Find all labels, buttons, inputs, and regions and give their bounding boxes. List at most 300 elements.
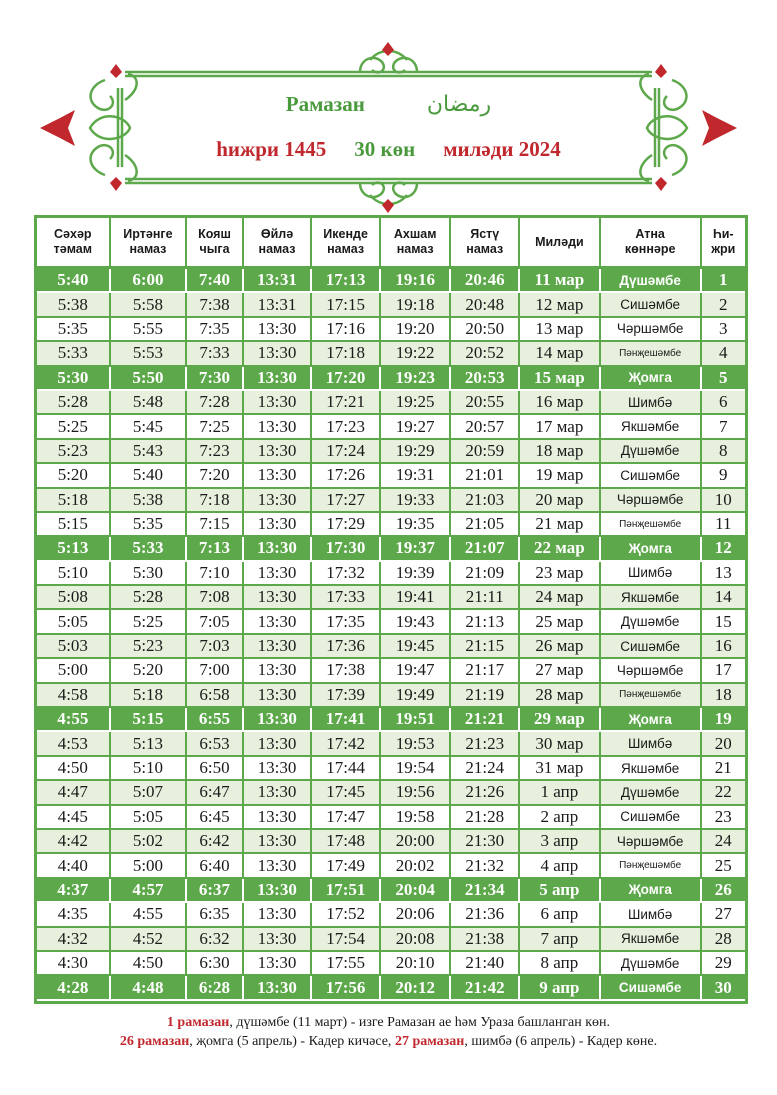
table-cell: 20 <box>701 731 745 755</box>
table-cell: 17:23 <box>311 414 380 438</box>
table-cell: 4:50 <box>37 756 110 780</box>
note-line-2 <box>0 1032 777 1051</box>
table-cell: 21:09 <box>450 561 519 585</box>
table-cell: 20 мар <box>519 488 600 512</box>
table-cell: 19:43 <box>380 609 451 633</box>
table-cell: 18 <box>701 683 745 707</box>
table-cell: 17:45 <box>311 780 380 804</box>
footer-notes <box>0 1013 777 1051</box>
table-cell: 20:00 <box>380 829 451 853</box>
table-cell: 19:53 <box>380 731 451 755</box>
table-cell: 19 мар <box>519 463 600 487</box>
table-cell: 7:08 <box>186 585 242 609</box>
table-cell: 4:28 <box>37 975 110 999</box>
table-cell: 8 <box>701 439 745 463</box>
note-text: , дүшәмбе (11 март) - изге Рамазан ае һәм Ураза башланган көн. <box>229 1015 611 1030</box>
table-cell: 19:58 <box>380 805 451 829</box>
table-cell: 19:37 <box>380 536 451 560</box>
table-cell: 19:51 <box>380 707 451 731</box>
table-cell: 13:30 <box>243 756 312 780</box>
table-cell: 19:27 <box>380 414 451 438</box>
table-cell: Пәнҗешәмбе <box>600 341 701 365</box>
table-cell: 20:08 <box>380 927 451 951</box>
table-cell: 5:00 <box>37 658 110 682</box>
table-row <box>37 902 745 926</box>
table-cell: 7:13 <box>186 536 242 560</box>
table-cell: 21:28 <box>450 805 519 829</box>
table-cell: 17:15 <box>311 292 380 316</box>
table-cell: Чәршәмбе <box>600 317 701 341</box>
table-cell: 6:53 <box>186 731 242 755</box>
column-header <box>311 218 380 268</box>
table-cell: 5:15 <box>110 707 187 731</box>
table-cell: 13:30 <box>243 975 312 999</box>
table-cell: 13:30 <box>243 780 312 804</box>
table-cell: 17 <box>701 658 745 682</box>
table-cell: 21 мар <box>519 512 600 536</box>
table-cell: Чәршәмбе <box>600 488 701 512</box>
table-cell: 17:41 <box>311 707 380 731</box>
table-cell: 25 <box>701 853 745 877</box>
column-header <box>450 218 519 268</box>
table-cell: Пәнҗешәмбе <box>600 512 701 536</box>
table-cell: Җомга <box>600 366 701 390</box>
table-cell: 7:35 <box>186 317 242 341</box>
table-row <box>37 439 745 463</box>
table-cell: 21:24 <box>450 756 519 780</box>
table-cell: 21:40 <box>450 951 519 975</box>
table-cell: 13:30 <box>243 805 312 829</box>
table-cell: 13:30 <box>243 341 312 365</box>
table-header-row <box>37 218 745 268</box>
table-cell: Чәршәмбе <box>600 658 701 682</box>
table-cell: 17:20 <box>311 366 380 390</box>
table-row <box>37 536 745 560</box>
table-cell: 13 мар <box>519 317 600 341</box>
table-cell: 24 мар <box>519 585 600 609</box>
column-header <box>243 218 312 268</box>
table-cell: 22 <box>701 780 745 804</box>
table-cell: 17:35 <box>311 609 380 633</box>
table-cell: 2 <box>701 292 745 316</box>
table-cell: 4:52 <box>110 927 187 951</box>
table-cell: Шимбә <box>600 390 701 414</box>
table-cell: 5:08 <box>37 585 110 609</box>
column-header-line: жри <box>711 242 736 256</box>
table-cell: Чәршәмбе <box>600 829 701 853</box>
table-cell: 20:06 <box>380 902 451 926</box>
table-row <box>37 853 745 877</box>
table-cell: Сишәмбе <box>600 292 701 316</box>
table-cell: 5:25 <box>37 414 110 438</box>
table-cell: 31 мар <box>519 756 600 780</box>
table-cell: 19:35 <box>380 512 451 536</box>
table-cell: 4:32 <box>37 927 110 951</box>
ornamental-frame <box>30 40 747 215</box>
table-cell: 17:18 <box>311 341 380 365</box>
table-cell: 11 мар <box>519 268 600 293</box>
table-row <box>37 780 745 804</box>
table-cell: Пәнҗешәмбе <box>600 683 701 707</box>
table-row <box>37 414 745 438</box>
table-cell: 5:53 <box>110 341 187 365</box>
table-cell: 19:31 <box>380 463 451 487</box>
table-cell: 20:48 <box>450 292 519 316</box>
table-cell: 5:38 <box>37 292 110 316</box>
table-cell: 9 <box>701 463 745 487</box>
table-cell: 19:23 <box>380 366 451 390</box>
column-header-line: көннәре <box>624 242 676 256</box>
table-cell: 12 мар <box>519 292 600 316</box>
column-header-line: Өйлә <box>260 227 294 241</box>
table-cell: 5:30 <box>37 366 110 390</box>
table-cell: Сишәмбе <box>600 634 701 658</box>
table-row <box>37 585 745 609</box>
table-cell: 20:50 <box>450 317 519 341</box>
column-header-line: Ахшам <box>393 227 437 241</box>
table-cell: 23 <box>701 805 745 829</box>
table-cell: 3 апр <box>519 829 600 853</box>
table-cell: Якшәмбе <box>600 756 701 780</box>
table-cell: 5:20 <box>37 463 110 487</box>
table-cell: 28 мар <box>519 683 600 707</box>
table-cell: 4:55 <box>37 707 110 731</box>
header-title-line <box>0 92 777 117</box>
table-cell: 16 <box>701 634 745 658</box>
table-cell: 12 <box>701 536 745 560</box>
table-cell: 21:11 <box>450 585 519 609</box>
table-cell: 3 <box>701 317 745 341</box>
table-cell: 5:55 <box>110 317 187 341</box>
table-cell: 17:24 <box>311 439 380 463</box>
table-cell: Дүшәмбе <box>600 268 701 293</box>
table-cell: 21:26 <box>450 780 519 804</box>
table-cell: 5:10 <box>110 756 187 780</box>
table-cell: 19:25 <box>380 390 451 414</box>
note-text: , җомга (5 апрель) - Кадер кичәсе, <box>189 1034 395 1049</box>
header-date-line <box>0 137 777 162</box>
table-cell: 7 апр <box>519 927 600 951</box>
table-cell: 20:04 <box>380 878 451 902</box>
column-header-line: Атна <box>635 227 665 241</box>
table-cell: 11 <box>701 512 745 536</box>
table-cell: 17:21 <box>311 390 380 414</box>
table-cell: 13:30 <box>243 439 312 463</box>
table-cell: 5:40 <box>37 268 110 293</box>
table-cell: 18 мар <box>519 439 600 463</box>
table-cell: 20:46 <box>450 268 519 293</box>
table-cell: 17:44 <box>311 756 380 780</box>
table-cell: Җомга <box>600 536 701 560</box>
table-cell: 13:30 <box>243 585 312 609</box>
column-header <box>110 218 187 268</box>
table-cell: 5:23 <box>110 634 187 658</box>
header-day-count: 30 көн <box>354 137 416 161</box>
table-cell: 19:33 <box>380 488 451 512</box>
note-highlight: 26 рамазан <box>119 1034 190 1049</box>
table-cell: 13:30 <box>243 536 312 560</box>
header-gregorian-year: миләди 2024 <box>443 137 561 161</box>
column-header-line: Сәхәр <box>54 227 92 241</box>
table-cell: 7:00 <box>186 658 242 682</box>
table-cell: 15 <box>701 609 745 633</box>
header-hijri-year: һижри 1445 <box>216 137 327 161</box>
table-cell: Җомга <box>600 878 701 902</box>
table-cell: 26 мар <box>519 634 600 658</box>
frame-bottom-line <box>125 179 652 183</box>
table-cell: 5:07 <box>110 780 187 804</box>
note-highlight: 27 рамазан <box>394 1034 465 1049</box>
table-cell: 5:45 <box>110 414 187 438</box>
table-cell: 4:45 <box>37 805 110 829</box>
table-cell: 28 <box>701 927 745 951</box>
table-cell: Сишәмбе <box>600 463 701 487</box>
table-cell: 20:55 <box>450 390 519 414</box>
table-cell: 5:05 <box>110 805 187 829</box>
table-cell: 5:13 <box>110 731 187 755</box>
table-cell: 17:55 <box>311 951 380 975</box>
table-row <box>37 390 745 414</box>
table-cell: 13:30 <box>243 488 312 512</box>
note-line-1 <box>0 1013 777 1032</box>
table-cell: 13:30 <box>243 731 312 755</box>
table-cell: 4:37 <box>37 878 110 902</box>
table-cell: 21:34 <box>450 878 519 902</box>
table-cell: 4:47 <box>37 780 110 804</box>
table-cell: 7:33 <box>186 341 242 365</box>
table-cell: 17:32 <box>311 561 380 585</box>
table-cell: 17:49 <box>311 853 380 877</box>
table-cell: Дүшәмбе <box>600 439 701 463</box>
table-cell: 1 апр <box>519 780 600 804</box>
frame-top-line <box>125 72 652 76</box>
table-cell: 20:53 <box>450 366 519 390</box>
table-cell: 7:10 <box>186 561 242 585</box>
column-header <box>380 218 451 268</box>
table-cell: 21:13 <box>450 609 519 633</box>
column-header <box>186 218 242 268</box>
table-row <box>37 975 745 999</box>
table-row <box>37 951 745 975</box>
header-title: Рамазан <box>285 92 365 116</box>
table-cell: 5:35 <box>37 317 110 341</box>
table-cell: 13:30 <box>243 634 312 658</box>
table-cell: 21:38 <box>450 927 519 951</box>
table-cell: 4:50 <box>110 951 187 975</box>
table-cell: 5:15 <box>37 512 110 536</box>
table-cell: 19:20 <box>380 317 451 341</box>
table-cell: 5:13 <box>37 536 110 560</box>
table-cell: 2 апр <box>519 805 600 829</box>
table-cell: 21:32 <box>450 853 519 877</box>
table-cell: 5:23 <box>37 439 110 463</box>
table-cell: 13:30 <box>243 902 312 926</box>
table-cell: 21:05 <box>450 512 519 536</box>
table-row <box>37 341 745 365</box>
table-cell: 13:30 <box>243 853 312 877</box>
table-row <box>37 609 745 633</box>
table-cell: Дүшәмбе <box>600 780 701 804</box>
table-row <box>37 463 745 487</box>
table-cell: 13:30 <box>243 658 312 682</box>
table-cell: 4:58 <box>37 683 110 707</box>
table-cell: 7:15 <box>186 512 242 536</box>
table-cell: Дүшәмбе <box>600 951 701 975</box>
column-header-line: намаз <box>258 242 296 256</box>
table-cell: 6:58 <box>186 683 242 707</box>
table-cell: 5:20 <box>110 658 187 682</box>
table-cell: 17:30 <box>311 536 380 560</box>
table-cell: 5:48 <box>110 390 187 414</box>
table-row <box>37 512 745 536</box>
table-cell: 7:40 <box>186 268 242 293</box>
table-cell: 21:23 <box>450 731 519 755</box>
table-cell: 19:22 <box>380 341 451 365</box>
table-cell: 5:58 <box>110 292 187 316</box>
table-cell: 7:18 <box>186 488 242 512</box>
table-cell: 6:47 <box>186 780 242 804</box>
header-title-arabic: رمضان <box>426 92 492 117</box>
table-cell: 13:30 <box>243 317 312 341</box>
table-row <box>37 829 745 853</box>
table-cell: 19:16 <box>380 268 451 293</box>
table-row <box>37 927 745 951</box>
table-cell: 17:39 <box>311 683 380 707</box>
table-cell: 6:32 <box>186 927 242 951</box>
table-cell: 17:29 <box>311 512 380 536</box>
table-cell: 17:52 <box>311 902 380 926</box>
column-header-line: намаз <box>396 242 434 256</box>
table-cell: 13:30 <box>243 366 312 390</box>
table-cell: 6:37 <box>186 878 242 902</box>
table-cell: 19:29 <box>380 439 451 463</box>
column-header-line: Иртәнге <box>123 227 173 241</box>
table-cell: 25 мар <box>519 609 600 633</box>
table-cell: 5:28 <box>37 390 110 414</box>
table-cell: 19:41 <box>380 585 451 609</box>
table-cell: 13:30 <box>243 878 312 902</box>
table-cell: 4:57 <box>110 878 187 902</box>
table-cell: 13:30 <box>243 463 312 487</box>
column-header <box>600 218 701 268</box>
table-cell: 8 апр <box>519 951 600 975</box>
table-cell: 5:38 <box>110 488 187 512</box>
table-row <box>37 317 745 341</box>
table-cell: 20:12 <box>380 975 451 999</box>
table-cell: 20:02 <box>380 853 451 877</box>
table-cell: 14 мар <box>519 341 600 365</box>
table-cell: 21:42 <box>450 975 519 999</box>
table-cell: 5:40 <box>110 463 187 487</box>
table-row <box>37 658 745 682</box>
table-cell: 13:31 <box>243 292 312 316</box>
table-cell: 21 <box>701 756 745 780</box>
table-cell: 4 <box>701 341 745 365</box>
table-cell: 19:18 <box>380 292 451 316</box>
table-cell: 13:30 <box>243 829 312 853</box>
table-cell: 20:57 <box>450 414 519 438</box>
table-cell: 7:05 <box>186 609 242 633</box>
table-cell: Сишәмбе <box>600 805 701 829</box>
table-cell: 26 <box>701 878 745 902</box>
table-cell: 6:50 <box>186 756 242 780</box>
table-cell: 17:27 <box>311 488 380 512</box>
table-cell: 5:43 <box>110 439 187 463</box>
table-cell: 19 <box>701 707 745 731</box>
table-cell: 7:25 <box>186 414 242 438</box>
table-cell: 6 апр <box>519 902 600 926</box>
table-cell: 5:18 <box>110 683 187 707</box>
table-cell: 29 <box>701 951 745 975</box>
table-row <box>37 366 745 390</box>
table-cell: 6:40 <box>186 853 242 877</box>
table-cell: 6:35 <box>186 902 242 926</box>
table-cell: 19:54 <box>380 756 451 780</box>
table-cell: 13:30 <box>243 414 312 438</box>
table-cell: 5:03 <box>37 634 110 658</box>
column-header-line: намаз <box>466 242 504 256</box>
table-cell: 5:02 <box>110 829 187 853</box>
table-cell: 4:40 <box>37 853 110 877</box>
table-cell: 21:30 <box>450 829 519 853</box>
table-cell: 17:16 <box>311 317 380 341</box>
table-cell: 15 мар <box>519 366 600 390</box>
table-row <box>37 561 745 585</box>
table-cell: 30 мар <box>519 731 600 755</box>
table-cell: 7:20 <box>186 463 242 487</box>
table-cell: 6:42 <box>186 829 242 853</box>
column-header-line: Миләди <box>535 234 584 249</box>
table-cell: 20:10 <box>380 951 451 975</box>
column-header-line: намаз <box>327 242 365 256</box>
table-cell: Дүшәмбе <box>600 609 701 633</box>
table-cell: 19:39 <box>380 561 451 585</box>
table-cell: 17:48 <box>311 829 380 853</box>
table-row <box>37 634 745 658</box>
table-cell: 19:45 <box>380 634 451 658</box>
table-cell: 17:56 <box>311 975 380 999</box>
table-cell: 5 апр <box>519 878 600 902</box>
table-cell: 21:17 <box>450 658 519 682</box>
table-row <box>37 683 745 707</box>
table-row <box>37 292 745 316</box>
table-row <box>37 805 745 829</box>
table-cell: 21:01 <box>450 463 519 487</box>
column-header-line: Ястү <box>470 227 500 241</box>
table-cell: 21:03 <box>450 488 519 512</box>
column-header <box>519 218 600 268</box>
table-cell: Җомга <box>600 707 701 731</box>
table-cell: 4:30 <box>37 951 110 975</box>
table-cell: 17:54 <box>311 927 380 951</box>
table-cell: 13:31 <box>243 268 312 293</box>
table-cell: Шимбә <box>600 561 701 585</box>
column-header-line: Һи- <box>712 227 734 241</box>
table-cell: 17:36 <box>311 634 380 658</box>
table-cell: 17 мар <box>519 414 600 438</box>
table-cell: 17:13 <box>311 268 380 293</box>
table-cell: Якшәмбе <box>600 585 701 609</box>
table-cell: 9 апр <box>519 975 600 999</box>
table-cell: 23 мар <box>519 561 600 585</box>
table-cell: 5:33 <box>37 341 110 365</box>
table-cell: 4:42 <box>37 829 110 853</box>
table-cell: 5:25 <box>110 609 187 633</box>
column-header-line: чыга <box>199 242 230 256</box>
table-cell: 17:51 <box>311 878 380 902</box>
table-cell: 7:03 <box>186 634 242 658</box>
note-text: , шимбә (6 апрель) - Кадер көне. <box>464 1034 658 1049</box>
